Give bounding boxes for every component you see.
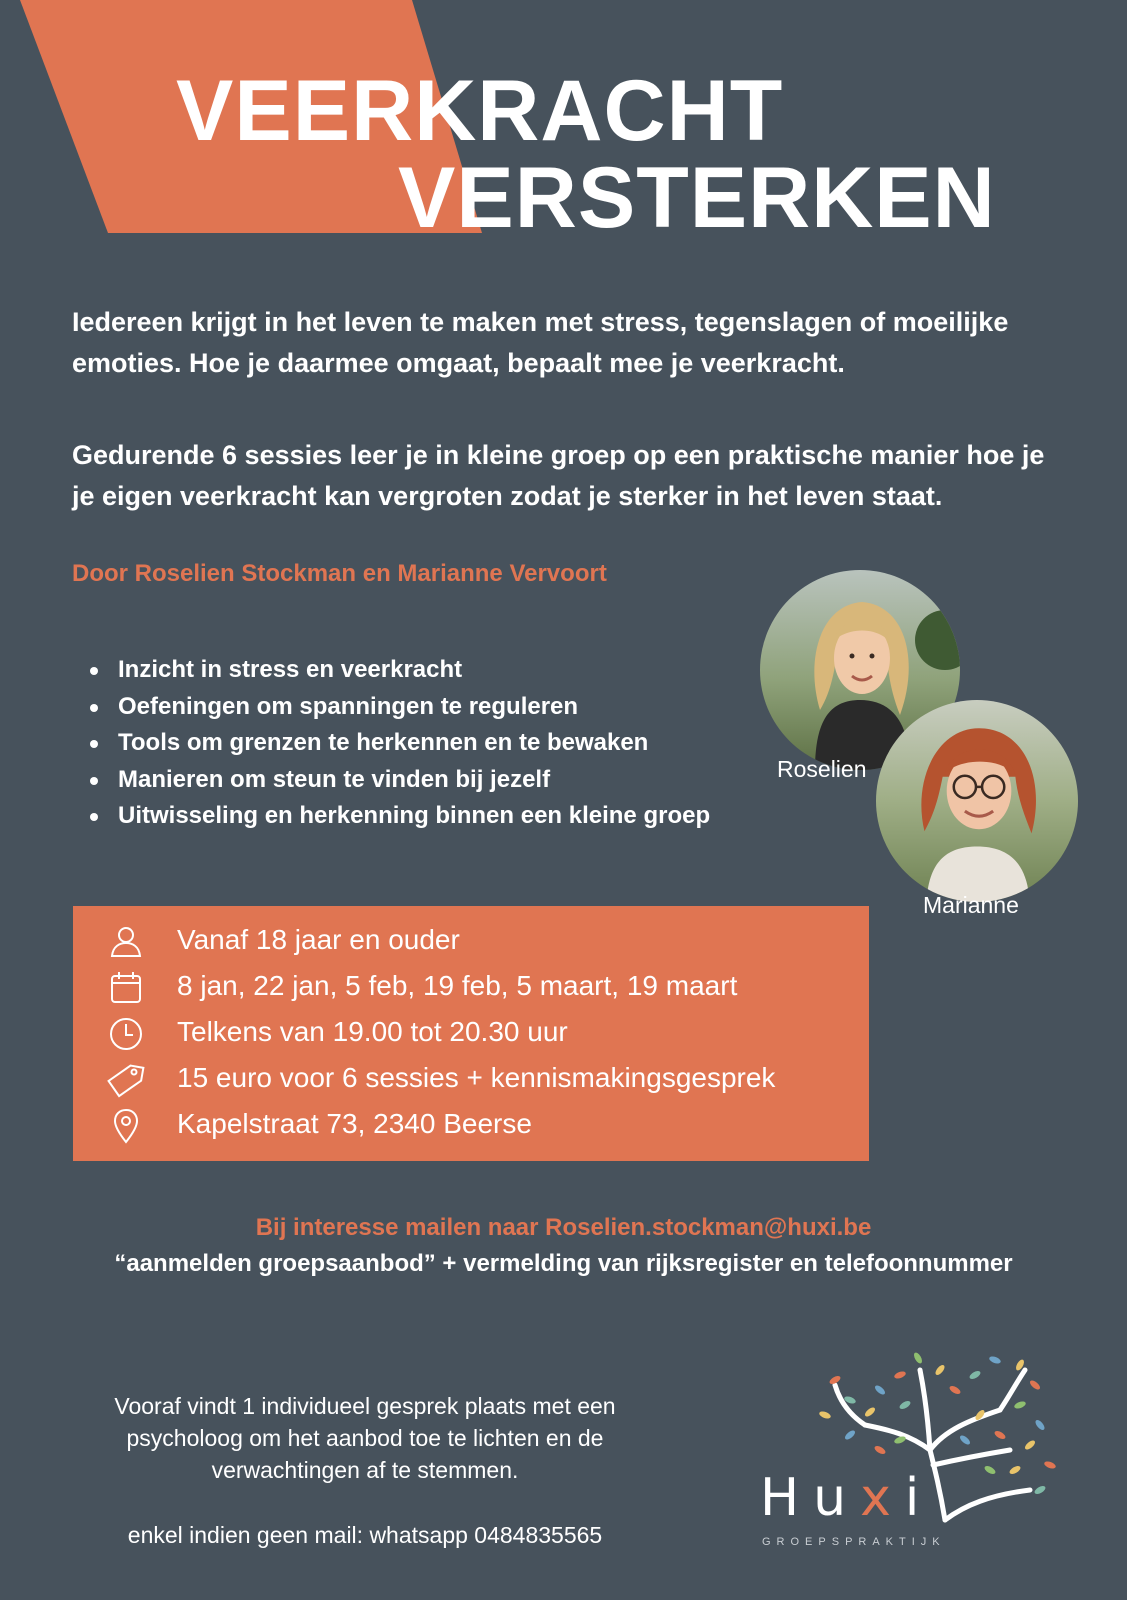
info-text: Vanaf 18 jaar en ouder <box>177 924 460 955</box>
title-line-2: VERSTERKEN <box>398 150 996 246</box>
info-text: Kapelstraat 73, 2340 Beerse <box>177 1108 532 1139</box>
contact-register-line: “aanmelden groepsaanbod” + vermelding van rijksregister en telefoonnummer <box>114 1250 1013 1277</box>
contact-mail-line: Bij interesse mailen naar Roselien.stockman@huxi.be <box>255 1214 872 1241</box>
list-item: Inzicht in stress en veerkracht <box>88 652 710 689</box>
title-line-1: VEERKRACHT <box>176 63 784 159</box>
clock-icon <box>106 1014 146 1054</box>
logo-wordmark: Huxi <box>760 1468 934 1528</box>
list-item: Tools om grenzen te herkennen en te bewaken <box>88 725 710 762</box>
location-pin-icon <box>106 1106 146 1146</box>
info-row-age <box>73 918 869 964</box>
byline: Door Roselien Stockman en Marianne Vervoort <box>72 560 607 587</box>
person-name-roselien: Roselien <box>777 756 867 782</box>
topics-list <box>88 652 710 835</box>
info-row-price <box>73 1056 869 1102</box>
intake-note: Vooraf vindt 1 individueel gesprek plaats met een psycholoog om het aanbod toe te lichten en de verwachtingen af te stemmen. <box>114 1393 616 1483</box>
info-row-location <box>73 1102 869 1148</box>
person-name-marianne: Marianne <box>923 892 1019 918</box>
price-tag-icon <box>106 1060 146 1100</box>
list-item: Manieren om steun te vinden bij jezelf <box>88 762 710 799</box>
calendar-icon <box>106 968 146 1008</box>
info-text: 15 euro voor 6 sessies + kennismakingsgesprek <box>177 1062 776 1093</box>
whatsapp-note: enkel indien geen mail: whatsapp 0484835565 <box>127 1522 603 1548</box>
intro-paragraph: Iedereen krijgt in het leven te maken met stress, tegenslagen of moeilijke emoties. Hoe je daarmee omgaat, bepaalt mee je veerkracht. <box>72 307 1009 378</box>
list-item: Uitwisseling en herkenning binnen een kleine groep <box>88 798 710 835</box>
logo-subtitle: GROEPSPRAKTIJK <box>762 1536 946 1548</box>
info-box <box>73 906 869 1161</box>
description-paragraph: Gedurende 6 sessies leer je in kleine groep op een praktische manier hoe je je eigen veerkracht kan vergroten zodat je sterker in het leven staat. <box>72 440 1045 511</box>
info-text: Telkens van 19.00 tot 20.30 uur <box>177 1016 568 1047</box>
list-item: Oefeningen om spanningen te reguleren <box>88 689 710 726</box>
info-text: 8 jan, 22 jan, 5 feb, 19 feb, 5 maart, 19 maart <box>177 970 738 1001</box>
person-icon <box>106 922 146 962</box>
info-row-time <box>73 1010 869 1056</box>
avatar-marianne <box>876 700 1078 902</box>
info-row-dates <box>73 964 869 1010</box>
